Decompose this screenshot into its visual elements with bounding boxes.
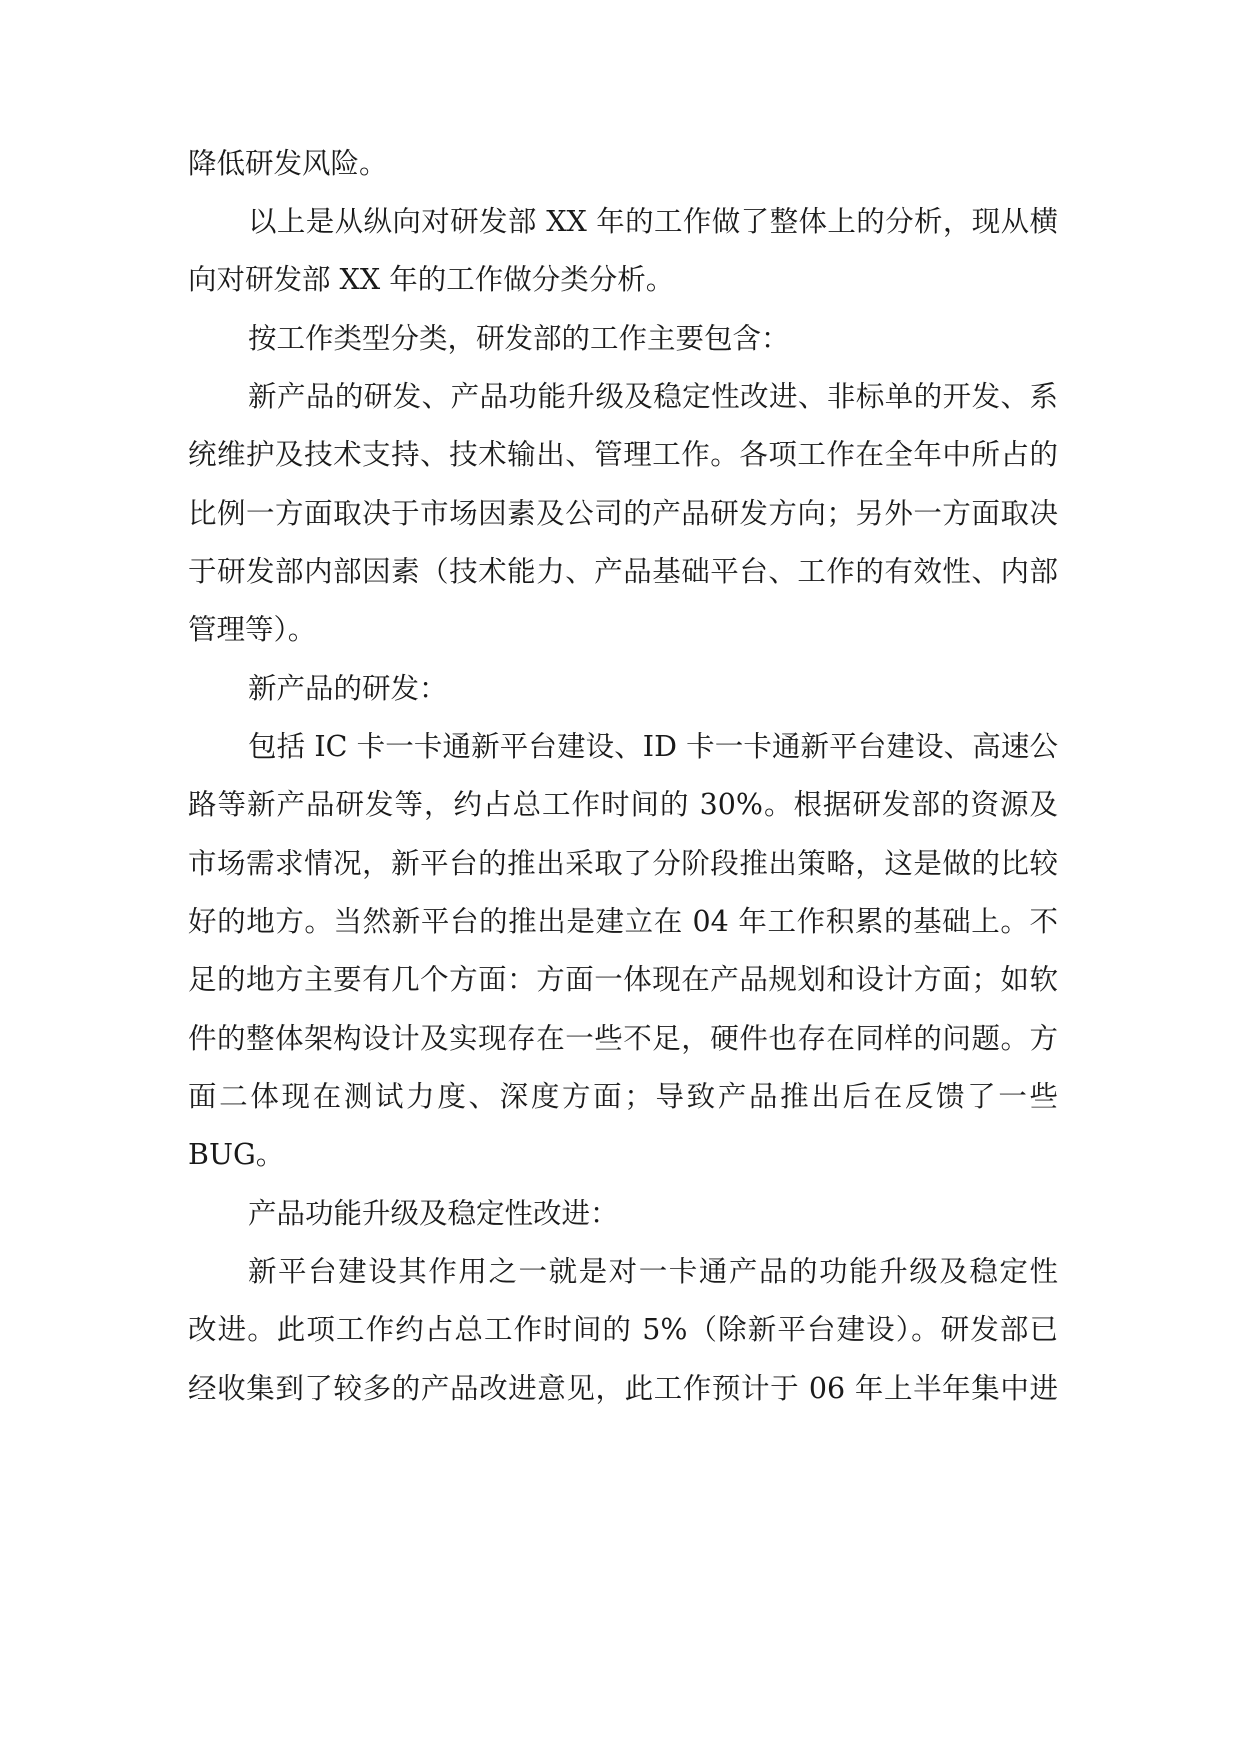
text-line: 比例一方面取决于市场因素及公司的产品研发方向；另外一方面取决 xyxy=(188,497,1058,530)
text-line: 向对研发部 XX 年的工作做分类分析。 xyxy=(188,263,675,296)
text-line: 件的整体架构设计及实现存在一些不足，硬件也存在同样的问题。方 xyxy=(188,1022,1058,1055)
text-line: BUG。 xyxy=(188,1138,285,1171)
text-line: 管理等）。 xyxy=(188,613,317,646)
text-line: 新平台建设其作用之一就是对一卡通产品的功能升级及稳定性 xyxy=(248,1255,1058,1288)
text-line: 于研发部内部因素（技术能力、产品基础平台、工作的有效性、内部 xyxy=(188,555,1058,588)
text-line: 以上是从纵向对研发部 XX 年的工作做了整体上的分析，现从横 xyxy=(248,205,1058,238)
text-line: 统维护及技术支持、技术输出、管理工作。各项工作在全年中所占的 xyxy=(188,438,1058,471)
text-line: 改进。此项工作约占总工作时间的 5%（除新平台建设）。研发部已 xyxy=(188,1313,1058,1346)
text-line: 经收集到了较多的产品改进意见，此工作预计于 06 年上半年集中进 xyxy=(188,1372,1058,1405)
text-line: 按工作类型分类，研发部的工作主要包含： xyxy=(248,322,790,355)
text-line: 新产品的研发、产品功能升级及稳定性改进、非标单的开发、系 xyxy=(248,380,1058,413)
text-line: 市场需求情况，新平台的推出采取了分阶段推出策略，这是做的比较 xyxy=(188,847,1058,880)
text-line: 足的地方主要有几个方面：方面一体现在产品规划和设计方面；如软 xyxy=(188,963,1058,996)
text-line: 新产品的研发： xyxy=(248,672,448,705)
text-line: 产品功能升级及稳定性改进： xyxy=(248,1197,619,1230)
text-line: 包括 IC 卡一卡通新平台建设、ID 卡一卡通新平台建设、高速公 xyxy=(248,730,1058,763)
text-line: 降低研发风险。 xyxy=(188,147,388,180)
text-line: 好的地方。当然新平台的推出是建立在 04 年工作积累的基础上。不 xyxy=(188,905,1058,938)
text-line: 面二体现在测试力度、深度方面；导致产品推出后在反馈了一些 xyxy=(188,1080,1058,1113)
text-line: 路等新产品研发等，约占总工作时间的 30%。根据研发部的资源及 xyxy=(188,788,1058,821)
